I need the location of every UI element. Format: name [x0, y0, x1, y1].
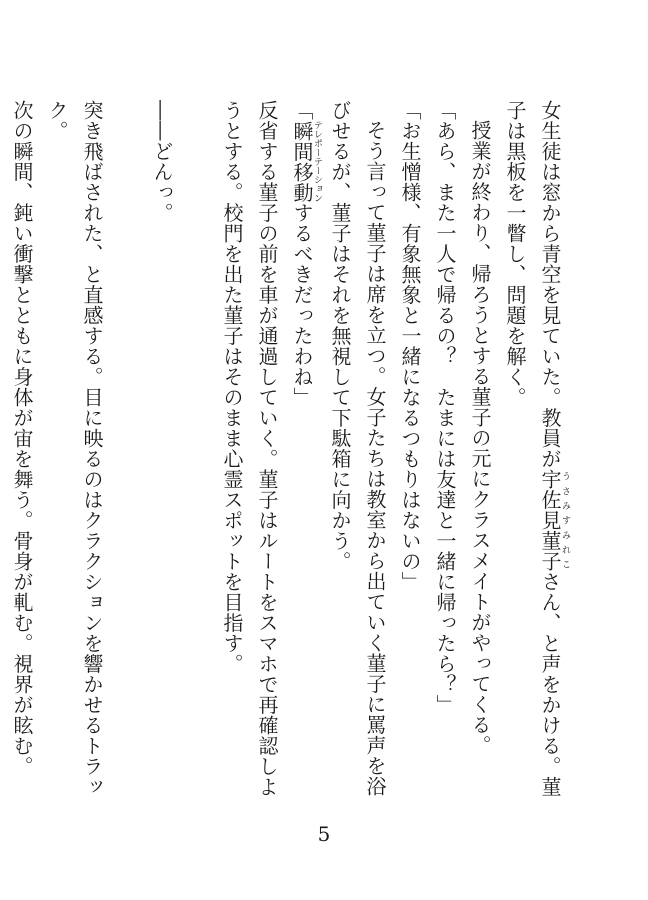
blank-line: [109, 100, 144, 806]
ruby-reading: うさみすみれこ: [560, 469, 570, 572]
dialogue-3-before: 「: [290, 100, 314, 121]
vertical-text-body: [10, 100, 570, 806]
paragraph-6: 次の瞬間、鈍い衝撃とともに身体が宙を舞う。骨身が軋む。視界が眩む。: [10, 100, 34, 777]
blank-line: [179, 100, 214, 806]
paragraph-3: そう言って菫子は席を立つ。女子たちは教室から出ていく菫子に罵声を浴びせるが、菫子はそれを無視して下駄箱に向かう。: [328, 100, 387, 797]
paragraph-5: 突き飛ばされた、と直感する。目に映るのはクラクションを響かせるトラック。: [45, 100, 104, 797]
ruby-base: 瞬間移動: [290, 120, 314, 203]
ruby-usami-sumireko: [538, 469, 570, 572]
dialogue-2: 「お生憎様、有象無象と一緒になるつもりはないの」: [398, 100, 422, 592]
page-number: 5: [317, 822, 331, 846]
paragraph-1: [497, 100, 570, 806]
sound-effect: ――どんっ。: [150, 100, 174, 223]
ruby-teleportation: [290, 120, 322, 203]
dialogue-3: [284, 100, 322, 806]
dialogue-3-after: するべきだったわね」: [290, 202, 314, 408]
paragraph-1-before: 女生徒は窓から青空を見ていた。教員が: [538, 100, 562, 469]
dialogue-1: 「あら、また一人で帰るの？ たまには友達と一緒に帰ったら？」: [433, 100, 457, 715]
paragraph-4: 反省する菫子の前を車が通過していく。菫子はルートをスマホで再確認しようとする。校門を出た菫子はそのまま心霊スポットを目指す。: [220, 100, 279, 797]
paragraph-2: 授業が終わり、帰ろうとする菫子の元にクラスメイトがやってくる。: [468, 120, 492, 756]
paragraph-1-after: さん、と声をかける。菫子は黒板を一瞥し、問題を解く。: [503, 100, 562, 797]
ruby-reading: テレポーテーション: [312, 120, 322, 203]
ruby-base: 宇佐見菫子: [538, 469, 562, 572]
